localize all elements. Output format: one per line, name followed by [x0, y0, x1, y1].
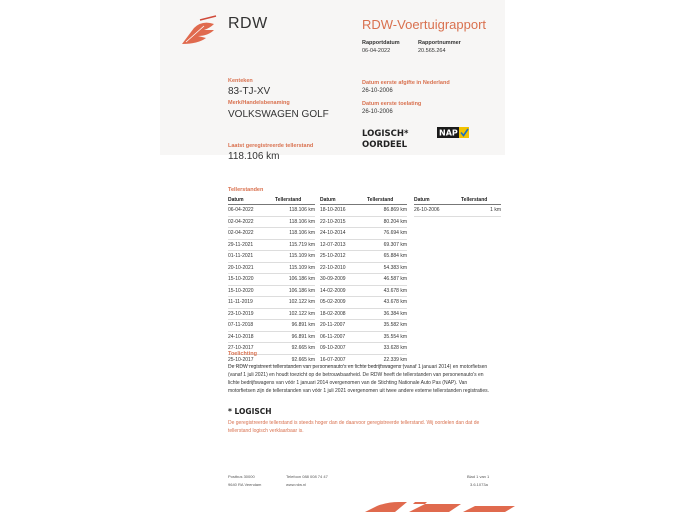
table-body	[414, 205, 501, 217]
row-tellerstand: 115.719 km	[289, 241, 315, 248]
row-tellerstand: 102.122 km	[288, 310, 315, 317]
rdw-logo-icon	[180, 14, 220, 46]
toelichting-text: De RDW registreert tellerstanden van personenauto's en lichte bedrijfswagens (vanaf 1 januari 2014) en motorfietsen (vanaf 1 juli 2021) en houdt toezicht op de betrouwbaarheid. De RDW heeft de tellerstanden van personenauto's en lichte bedrijfswagens van vóór 1 januari 2014 overgenomen van de Stichting Nationale Auto Pas (NAP). Van motorfietsen zijn de tellerstanden van vóór 1 juli 2021 overgenomen uit twee andere externe tellerstanden registraties.	[228, 364, 489, 394]
footer-blad: Blad 1 van 1	[467, 474, 490, 479]
teller-value: 118.106 km	[228, 151, 280, 162]
table-row	[320, 332, 407, 344]
nap-label: NAP	[439, 128, 458, 138]
table-body	[228, 205, 315, 366]
table-row	[228, 297, 315, 309]
table-row	[320, 297, 407, 309]
tellerstanden-column-1	[228, 197, 315, 366]
row-tellerstand: 22.339 km	[383, 356, 407, 363]
row-datum: 11-11-2019	[228, 299, 253, 305]
row-datum: 23-10-2019	[228, 310, 254, 317]
table-row	[320, 217, 407, 229]
table-row	[228, 309, 315, 321]
toelichting-title: Toelichting	[228, 351, 257, 357]
row-datum: 29-11-2021	[228, 241, 254, 248]
table-row	[228, 205, 315, 217]
col-stand-header: Tellerstand	[275, 197, 302, 203]
col-datum-header: Datum	[320, 197, 336, 203]
footer-postcode: 9640 RA Veendam	[228, 482, 262, 487]
row-tellerstand: 92.665 km	[291, 345, 315, 351]
table-row	[320, 286, 407, 298]
row-tellerstand: 96.891 km	[291, 333, 315, 340]
merk-label: Merk/Handelsbenaming	[228, 100, 290, 106]
table-row	[320, 240, 407, 252]
row-datum: 02-04-2022	[228, 218, 254, 225]
row-tellerstand: 115.109 km	[289, 264, 315, 271]
row-tellerstand: 80.204 km	[383, 218, 407, 225]
afgifte-nl-label: Datum eerste afgifte in Nederland	[362, 80, 450, 86]
row-datum: 18-10-2016	[320, 207, 346, 213]
row-datum: 06-11-2007	[320, 333, 346, 340]
row-datum: 07-11-2018	[228, 322, 254, 328]
toelating-label: Datum eerste toelating	[362, 101, 422, 107]
report-title: RDW-Voertuigrapport	[362, 17, 487, 32]
row-datum: 16-07-2007	[320, 356, 346, 363]
table-row	[320, 309, 407, 321]
rapportnummer-value: 20.565.264	[418, 48, 446, 54]
row-datum: 20-11-2007	[320, 322, 346, 328]
row-datum: 01-11-2021	[228, 253, 254, 259]
row-datum: 05-02-2009	[320, 299, 346, 305]
row-tellerstand: 118.106 km	[289, 230, 315, 236]
row-tellerstand: 118.106 km	[289, 218, 315, 225]
table-header	[228, 197, 315, 205]
table-row	[228, 251, 315, 263]
table-header	[414, 197, 501, 205]
table-row	[228, 240, 315, 252]
row-datum: 18-02-2008	[320, 310, 346, 317]
row-tellerstand: 1 km	[490, 207, 501, 213]
brand-name: RDW	[228, 15, 268, 32]
table-row	[320, 343, 407, 355]
tellerstanden-column-3	[414, 197, 501, 217]
table-row	[228, 274, 315, 286]
rapportdatum-label: Rapportdatum	[362, 40, 400, 46]
verdict-line1: LOGISCH*	[362, 129, 409, 139]
table-row	[320, 274, 407, 286]
row-datum: 15-10-2020	[228, 287, 254, 294]
row-tellerstand: 118.106 km	[289, 207, 315, 213]
table-row	[320, 205, 407, 217]
row-datum: 27-10-2017	[228, 345, 254, 351]
table-row	[228, 332, 315, 344]
row-datum: 25-10-2017	[228, 356, 254, 363]
table-row	[320, 263, 407, 275]
row-tellerstand: 106.186 km	[288, 276, 315, 282]
teller-label: Laatst geregistreerde tellerstand	[228, 143, 314, 149]
logisch-text: De geregistreerde tellerstand is steeds hoger dan de daarvoor geregistreerde tellerstand. Wij oordelen dan dat de tellerstand logisch verklaarbaar is.	[228, 420, 480, 434]
afgifte-nl-value: 26-10-2006	[362, 88, 393, 94]
row-tellerstand: 96.891 km	[291, 322, 315, 328]
row-tellerstand: 43.678 km	[383, 287, 407, 294]
row-tellerstand: 106.186 km	[288, 287, 315, 294]
row-tellerstand: 35.582 km	[383, 322, 407, 328]
footer-telefoon: Telefoon 088 008 74 47	[286, 474, 328, 479]
verdict	[362, 129, 408, 151]
footer-website: www.rdw.nl	[286, 482, 307, 487]
row-datum: 22-10-2010	[320, 264, 346, 271]
row-tellerstand: 35.554 km	[383, 333, 407, 340]
table-row	[228, 320, 315, 332]
verdict-line2: OORDEEL	[362, 140, 408, 150]
footer-postbus: Postbus 30000	[228, 474, 255, 479]
col-datum-header: Datum	[228, 197, 244, 203]
kenteken-value: 83-TJ-XV	[228, 86, 271, 97]
row-tellerstand: 43.678 km	[383, 299, 407, 305]
rapportnummer-label: Rapportnummer	[418, 40, 461, 46]
row-tellerstand: 92.665 km	[291, 356, 315, 363]
row-tellerstand: 115.109 km	[289, 253, 315, 259]
row-datum: 09-10-2007	[320, 345, 346, 351]
row-datum: 02-04-2022	[228, 230, 254, 236]
row-tellerstand: 33.628 km	[383, 345, 407, 351]
row-datum: 06-04-2022	[228, 207, 254, 213]
row-tellerstand: 54.383 km	[383, 264, 407, 271]
row-datum: 25-10-2012	[320, 253, 346, 259]
merk-value: VOLKSWAGEN GOLF	[228, 109, 329, 120]
kenteken-label: Kenteken	[228, 78, 253, 84]
row-datum: 14-02-2009	[320, 287, 346, 294]
table-row	[228, 228, 315, 240]
row-datum: 15-10-2020	[228, 276, 254, 282]
table-row	[228, 217, 315, 229]
row-datum: 22-10-2015	[320, 218, 346, 225]
table-row	[228, 286, 315, 298]
row-datum: 26-10-2006	[414, 207, 440, 213]
logisch-heading: * LOGISCH	[228, 407, 272, 416]
row-tellerstand: 46.587 km	[383, 276, 407, 282]
tellerstanden-title: Tellerstanden	[228, 187, 264, 193]
col-stand-header: Tellerstand	[367, 197, 394, 203]
rapportdatum-value: 06-04-2022	[362, 48, 391, 54]
table-row	[414, 205, 501, 217]
col-stand-header: Tellerstand	[461, 197, 488, 203]
table-body	[320, 205, 407, 366]
row-datum: 24-10-2014	[320, 230, 346, 236]
row-datum: 12-07-2013	[320, 241, 346, 248]
row-tellerstand: 86.869 km	[383, 207, 407, 213]
row-datum: 30-09-2009	[320, 276, 346, 282]
row-tellerstand: 76.694 km	[383, 230, 407, 236]
row-tellerstand: 36.384 km	[383, 310, 407, 317]
nap-check-icon	[437, 127, 469, 138]
row-tellerstand: 102.122 km	[288, 299, 315, 305]
table-row	[320, 251, 407, 263]
table-header	[320, 197, 407, 205]
table-row	[320, 320, 407, 332]
table-row	[228, 263, 315, 275]
col-datum-header: Datum	[414, 197, 430, 203]
footer-versie: 3.6.1073a	[470, 482, 488, 487]
row-tellerstand: 65.884 km	[383, 253, 407, 259]
row-datum: 20-10-2021	[228, 264, 254, 271]
toelating-value: 26-10-2006	[362, 109, 393, 115]
row-datum: 24-10-2018	[228, 333, 254, 340]
tellerstanden-column-2	[320, 197, 407, 366]
row-tellerstand: 69.307 km	[383, 241, 407, 248]
table-row	[320, 228, 407, 240]
decorative-stripes-icon	[365, 500, 525, 512]
